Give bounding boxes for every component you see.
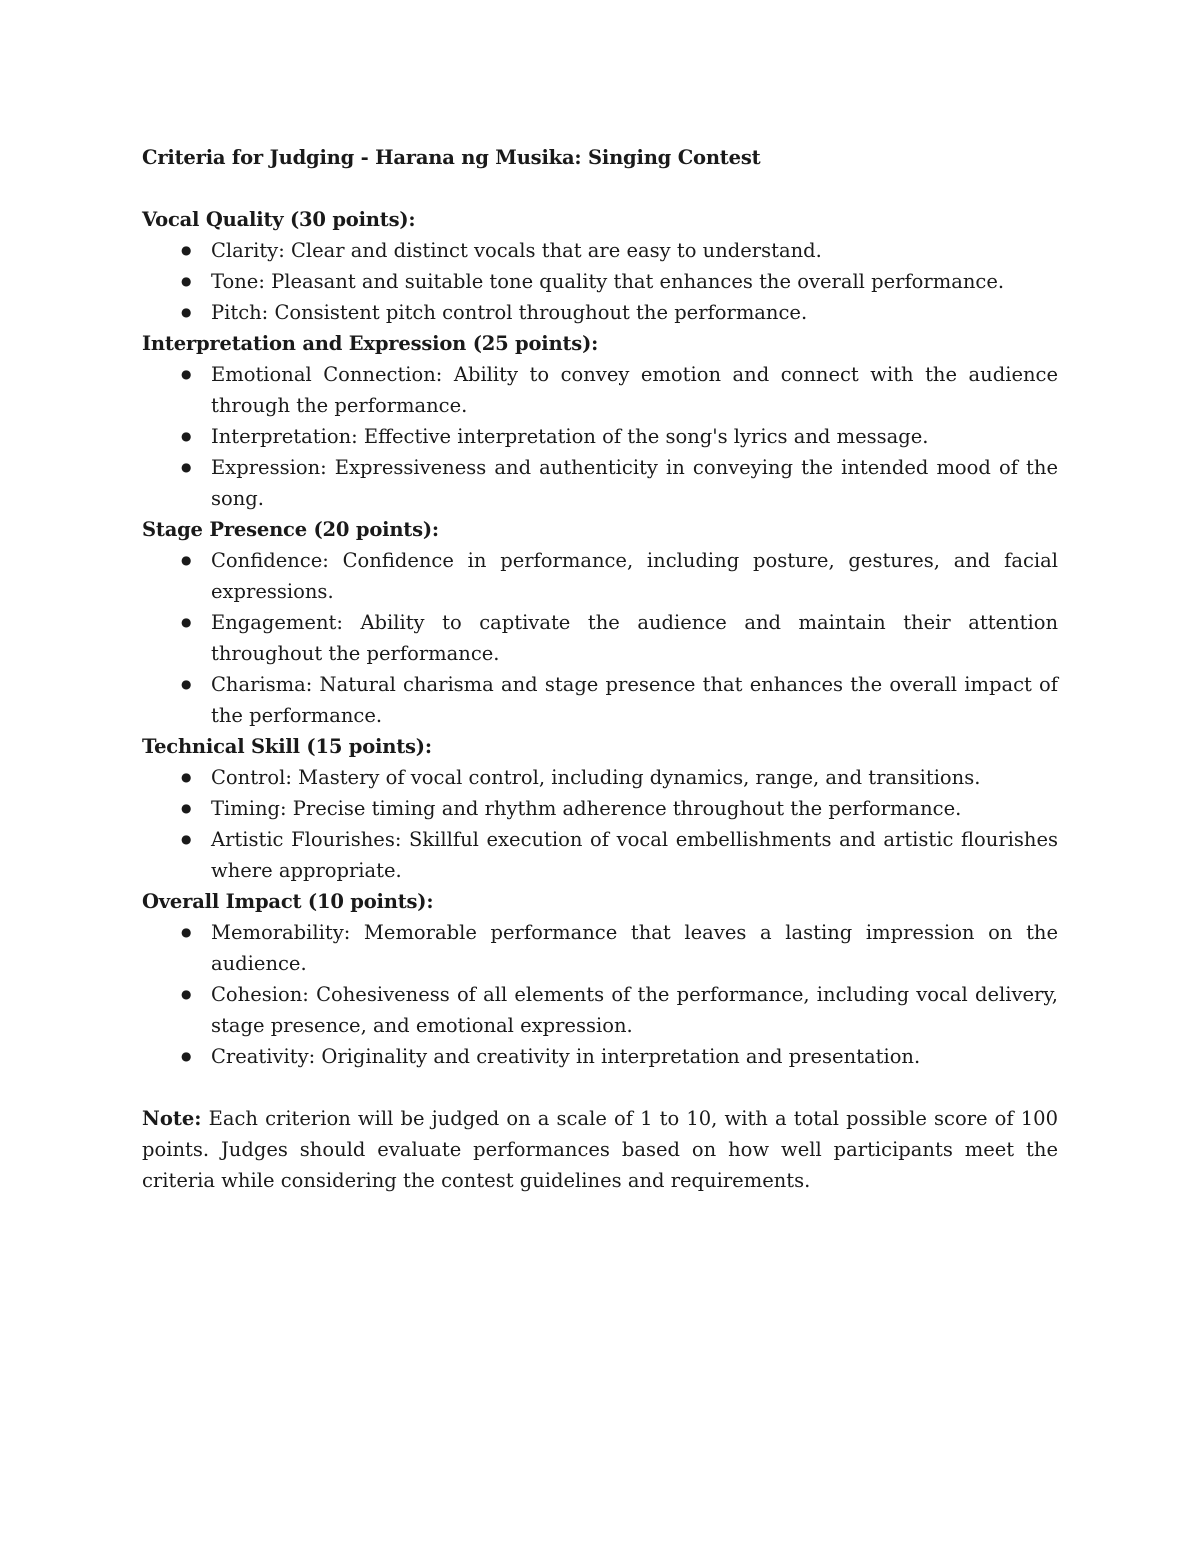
- list-item: [142, 1041, 1058, 1072]
- section-technical-skill: [142, 731, 1058, 886]
- list-item: [142, 235, 1058, 266]
- criteria-list: [142, 917, 1058, 1072]
- list-item-text: Engagement: Ability to captivate the audience and maintain their attention throughout the performance.: [211, 611, 1058, 665]
- bullet-icon: ●: [181, 832, 192, 846]
- list-item: [142, 793, 1058, 824]
- list-item: [142, 452, 1058, 514]
- bullet-icon: ●: [181, 274, 192, 288]
- bullet-icon: ●: [181, 801, 192, 815]
- section-overall-impact: [142, 886, 1058, 1072]
- list-item-text: Charisma: Natural charisma and stage presence that enhances the overall impact of the performance.: [211, 673, 1058, 727]
- list-item-text: Control: Mastery of vocal control, including dynamics, range, and transitions.: [211, 766, 981, 789]
- section-interpretation-expression: [142, 328, 1058, 514]
- bullet-icon: ●: [181, 429, 192, 443]
- criteria-list: [142, 235, 1058, 328]
- bullet-icon: ●: [181, 553, 192, 567]
- list-item-text: Emotional Connection: Ability to convey emotion and connect with the audience through the performance.: [211, 363, 1058, 417]
- list-item-text: Artistic Flourishes: Skillful execution of vocal embellishments and artistic flourishes where appropriate.: [211, 828, 1058, 882]
- list-item-text: Memorability: Memorable performance that leaves a lasting impression on the audience.: [211, 921, 1058, 975]
- list-item: [142, 266, 1058, 297]
- list-item: [142, 359, 1058, 421]
- spacer: [142, 173, 1058, 204]
- list-item: [142, 297, 1058, 328]
- section-stage-presence: [142, 514, 1058, 731]
- list-item: [142, 917, 1058, 979]
- criteria-list: [142, 762, 1058, 886]
- list-item-text: Creativity: Originality and creativity in interpretation and presentation.: [211, 1045, 921, 1068]
- bullet-icon: ●: [181, 615, 192, 629]
- list-item-text: Cohesion: Cohesiveness of all elements of the performance, including vocal delivery, stage presence, and emotional expression.: [211, 983, 1058, 1037]
- bullet-icon: ●: [181, 987, 192, 1001]
- list-item: [142, 607, 1058, 669]
- bullet-icon: ●: [181, 305, 192, 319]
- bullet-icon: ●: [181, 770, 192, 784]
- section-heading: Technical Skill (15 points):: [142, 735, 432, 758]
- note-text: Each criterion will be judged on a scale of 1 to 10, with a total possible score of 100 points. Judges should evaluate performances based on how well participants meet the criteria while considering the contest guidelines and requirements.: [142, 1107, 1058, 1192]
- list-item-text: Clarity: Clear and distinct vocals that are easy to understand.: [211, 239, 822, 262]
- list-item-text: Pitch: Consistent pitch control throughout the performance.: [211, 301, 808, 324]
- section-vocal-quality: [142, 204, 1058, 328]
- section-heading: Vocal Quality (30 points):: [142, 208, 416, 231]
- bullet-icon: ●: [181, 1049, 192, 1063]
- bullet-icon: ●: [181, 460, 192, 474]
- spacer: [142, 1072, 1058, 1103]
- note-label: Note:: [142, 1107, 202, 1130]
- note-paragraph: [142, 1103, 1058, 1196]
- criteria-list: [142, 359, 1058, 514]
- bullet-icon: ●: [181, 925, 192, 939]
- list-item-text: Tone: Pleasant and suitable tone quality that enhances the overall performance.: [211, 270, 1005, 293]
- list-item: [142, 824, 1058, 886]
- list-item: [142, 979, 1058, 1041]
- list-item: [142, 421, 1058, 452]
- bullet-icon: ●: [181, 367, 192, 381]
- bullet-icon: ●: [181, 677, 192, 691]
- section-heading: Interpretation and Expression (25 points):: [142, 332, 599, 355]
- list-item-text: Timing: Precise timing and rhythm adherence throughout the performance.: [211, 797, 962, 820]
- list-item-text: Confidence: Confidence in performance, including posture, gestures, and facial expressions.: [211, 549, 1058, 603]
- section-heading: Overall Impact (10 points):: [142, 890, 434, 913]
- document-title: Criteria for Judging - Harana ng Musika: Singing Contest: [142, 146, 761, 169]
- list-item: [142, 762, 1058, 793]
- list-item-text: Expression: Expressiveness and authenticity in conveying the intended mood of the song.: [211, 456, 1058, 510]
- document-page: [142, 142, 1058, 1196]
- criteria-list: [142, 545, 1058, 731]
- list-item: [142, 545, 1058, 607]
- bullet-icon: ●: [181, 243, 192, 257]
- list-item-text: Interpretation: Effective interpretation of the song's lyrics and message.: [211, 425, 929, 448]
- section-heading: Stage Presence (20 points):: [142, 518, 439, 541]
- list-item: [142, 669, 1058, 731]
